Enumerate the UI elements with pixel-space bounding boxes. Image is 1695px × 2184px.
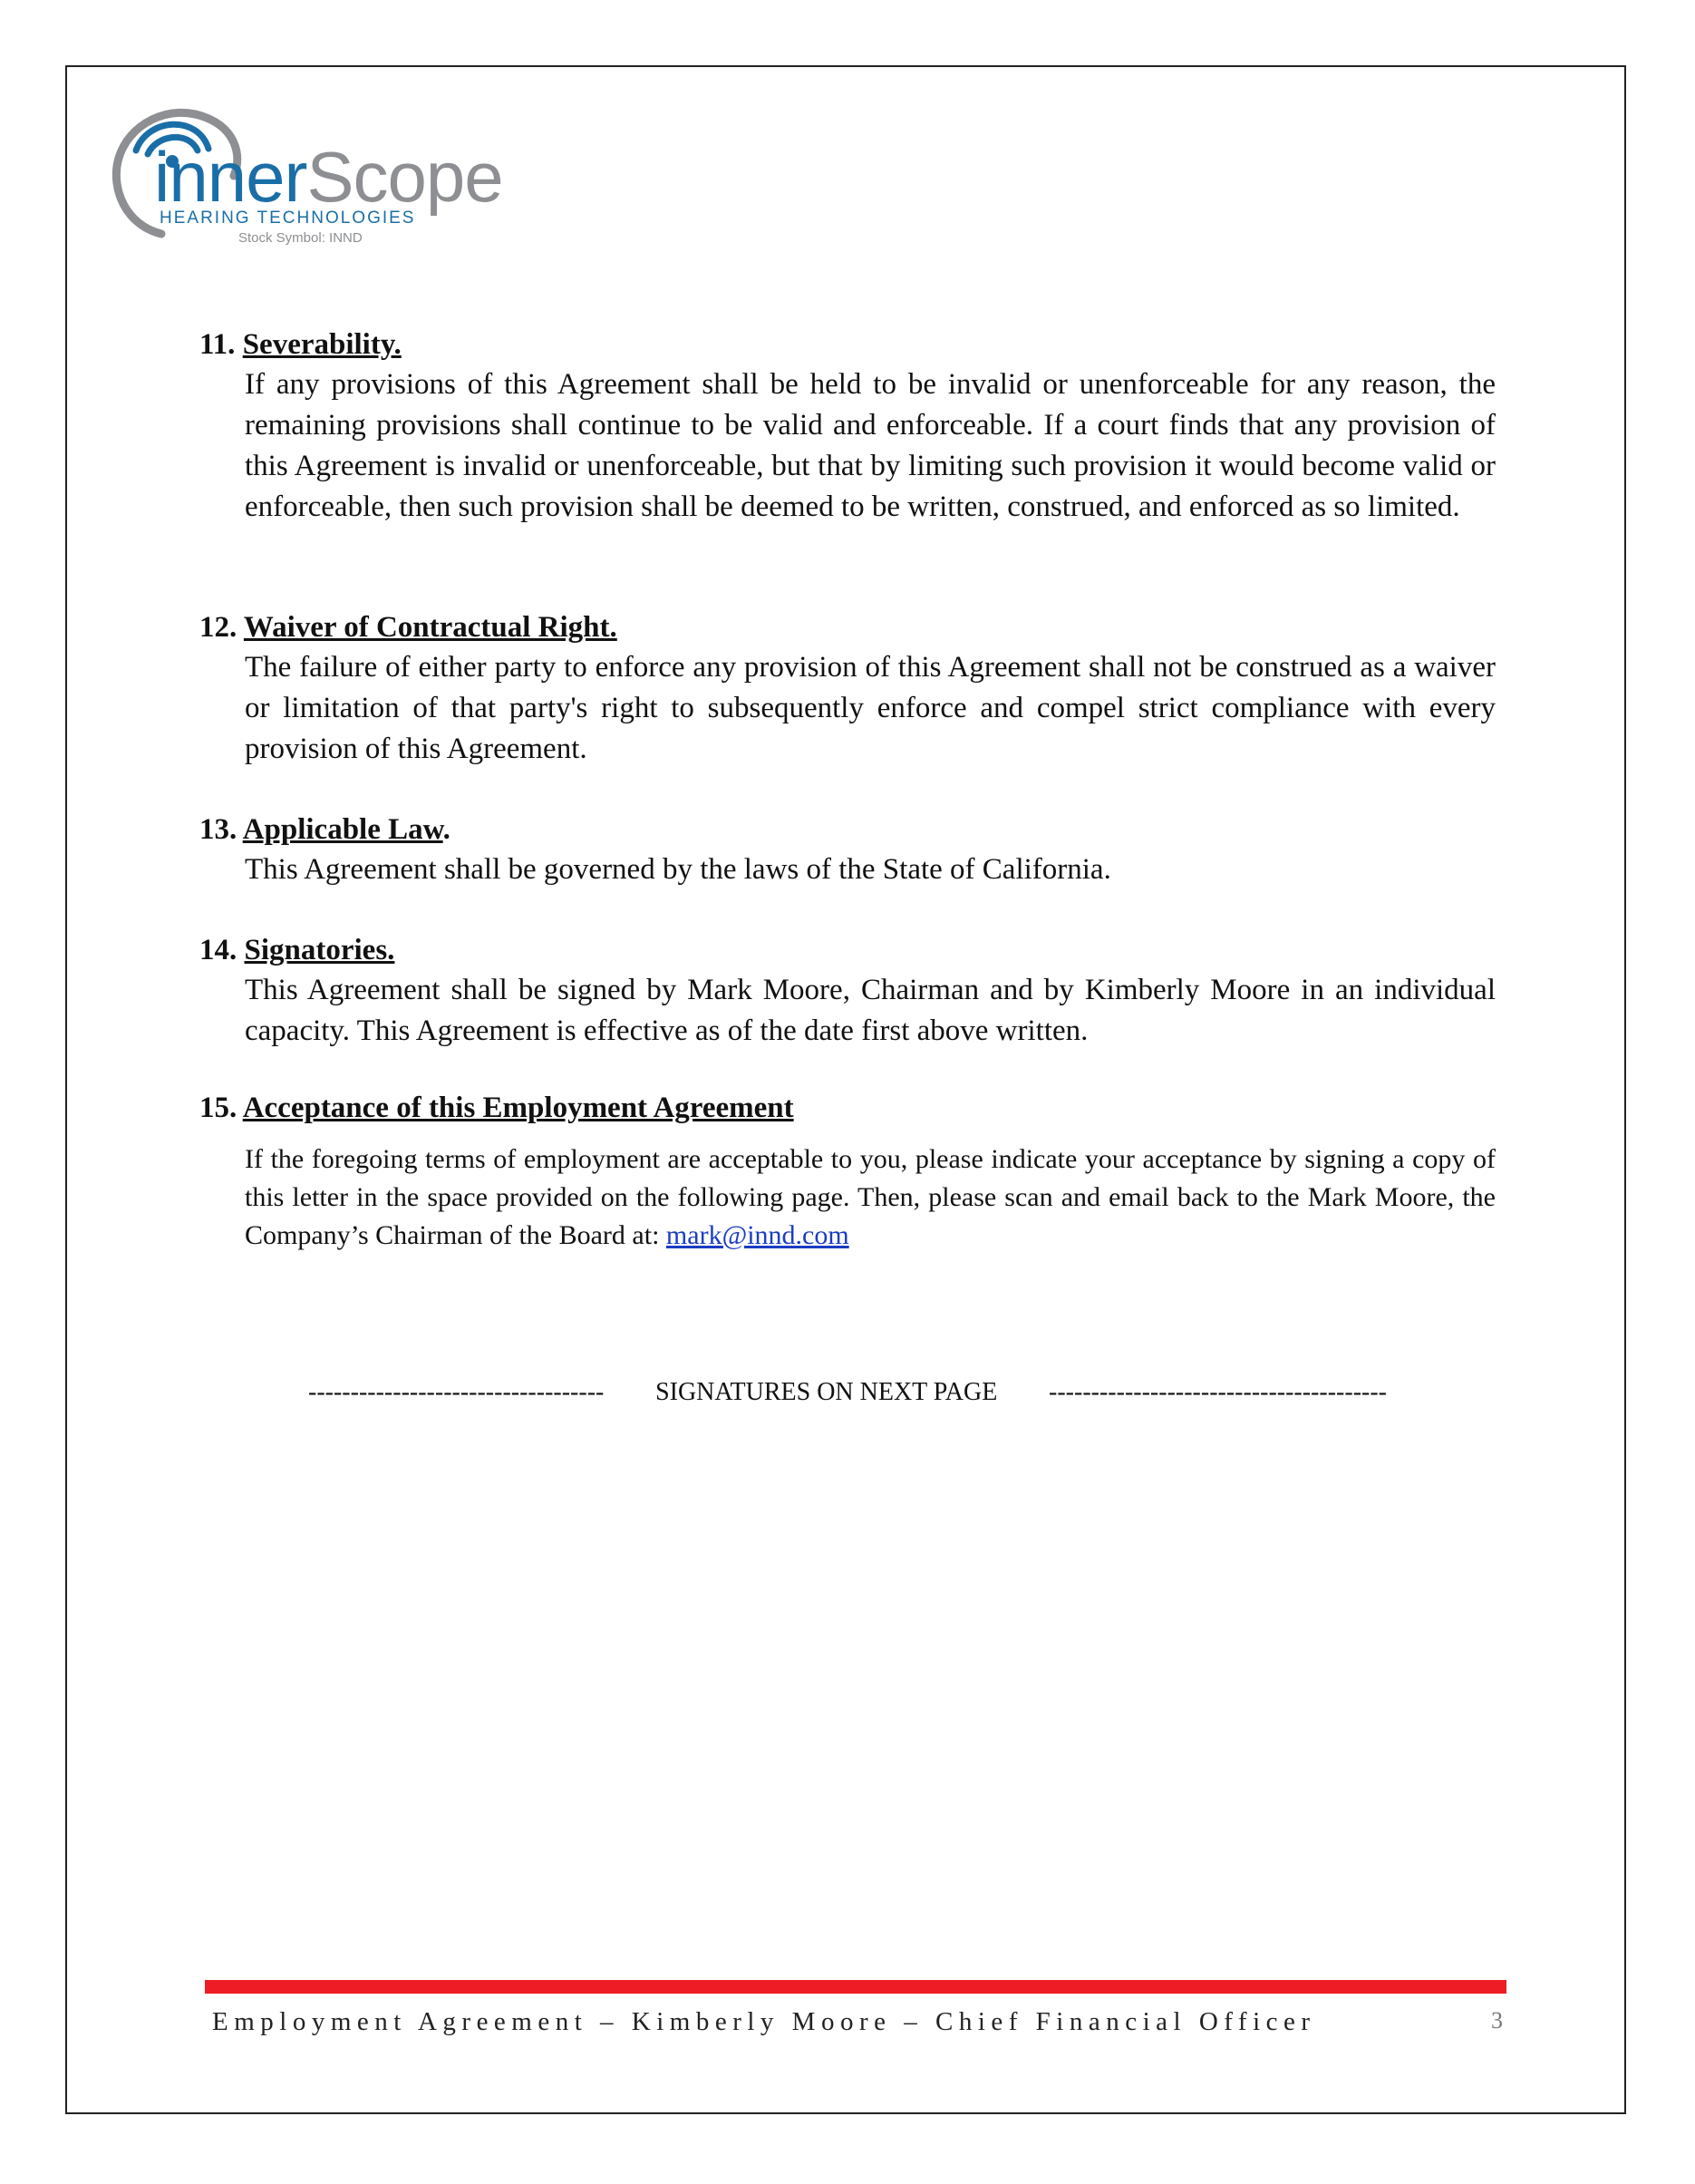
logo-word-inner: inner (154, 137, 307, 217)
section-body: If any provisions of this Agreement shall be held to be invalid or unenforceable for any reason, the remaining provisions shall continue to be valid and enforceable. If a court finds that any provision of this Agreement is invalid or unenforceable, but that by limiting such provision it would become valid or enforceable, then such provision shall be deemed to be written, construed, and enforced as so limited. (245, 368, 1496, 523)
acceptance-text: If the foregoing terms of employment are acceptable to you, please indicate your acceptance by signing a copy of this letter in the space provided on the following page. Then, please scan and email back to the Mark Moore, the Company’s Chairman of the Board at: (245, 1144, 1496, 1250)
logo-stock-symbol: Stock Symbol: INND (238, 230, 363, 246)
section-acceptance (199, 1090, 1496, 1255)
section-number: 11. (199, 328, 236, 361)
section-title: Acceptance of this Employment Agreement (242, 1092, 794, 1124)
section-heading (199, 811, 1496, 848)
section-waiver (199, 609, 1496, 770)
section-heading (199, 1090, 1496, 1126)
section-number: 13. (199, 813, 237, 846)
left-dashes: ----------------------------------- (308, 1378, 605, 1406)
section-number: 15. (199, 1092, 237, 1124)
page-number: 3 (1491, 2007, 1503, 2034)
section-number: 14. (199, 934, 237, 966)
section-severability (199, 326, 1496, 528)
section-title: Applicable Law (242, 813, 443, 846)
signature-note-text: SIGNATURES ON NEXT PAGE (655, 1378, 998, 1406)
logo-word-scope: Scope (306, 137, 503, 217)
signatures-next-page-note (308, 1378, 1387, 1407)
section-title: Waiver of Contractual Right. (243, 611, 617, 644)
section-body: The failure of either party to enforce any provision of this Agreement shall not be construed as a waiver or limitation of that party's right to subsequently enforce and compel strict compliance with every provision of this Agreement. (245, 651, 1496, 765)
section-applicable-law (199, 811, 1496, 890)
footer-divider (205, 1980, 1506, 1994)
section-title-suffix: . (442, 813, 450, 846)
section-heading (199, 609, 1496, 645)
section-title: Signatories. (244, 934, 395, 966)
company-logo (107, 98, 506, 252)
section-heading (199, 326, 1496, 363)
logo-subtitle: HEARING TECHNOLOGIES (160, 209, 416, 228)
section-body (245, 1141, 1496, 1255)
right-dashes: ---------------------------------------- (1049, 1378, 1387, 1406)
email-link[interactable]: mark@innd.com (665, 1220, 849, 1250)
section-body: This Agreement shall be signed by Mark Moore, Chairman and by Kimberly Moore in an individual capacity. This Agreement is effective as of the date first above written. (245, 974, 1496, 1047)
section-signatories (199, 932, 1496, 1052)
logo-wordmark (154, 137, 503, 217)
section-body: This Agreement shall be governed by the laws of the State of California. (245, 853, 1111, 886)
section-number: 12. (199, 611, 237, 644)
section-heading (199, 932, 1496, 968)
footer-title: Employment Agreement – Kimberly Moore – Chief Financial Officer (212, 2007, 1316, 2036)
section-title: Severability. (242, 328, 402, 361)
